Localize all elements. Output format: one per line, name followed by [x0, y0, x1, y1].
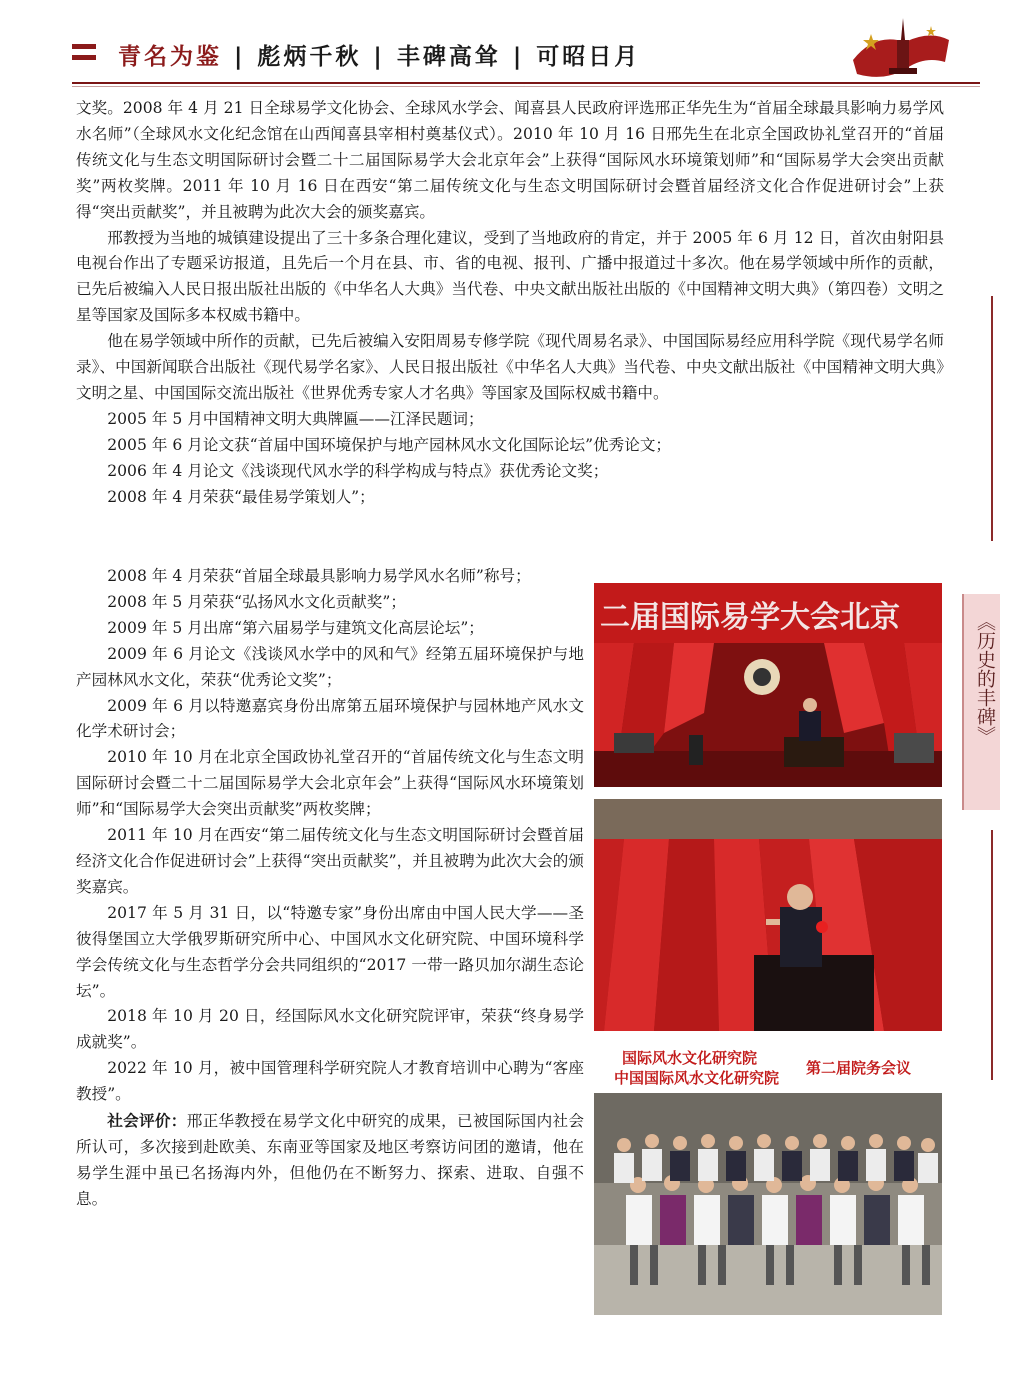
list-item: 2022 年 10 月，被中国管理科学研究院人才教育培训中心聘为“客座教授”。 [76, 1059, 584, 1104]
list-item: 2008 年 4 月荣获“首届全球最具影响力易学风水名师”称号； [107, 567, 531, 585]
photo-group [594, 1045, 942, 1315]
list-item: 2018 年 10 月 20 日，经国际风水文化研究院评审，荣获“终身易学成就奖”。 [76, 1007, 584, 1052]
list-item: 2009 年 5 月出席“第六届易学与建筑文化高层论坛”； [107, 618, 484, 637]
banner-text: 第二届院务会议 [806, 1059, 912, 1077]
paragraph-1: 文奖。2008 年 4 月 21 日全球易学文化协会、全球风水学会、闻喜县人民政府评选邢正华先生为“首届全球最具影响力易学风水名师”（全球风水文化纪念馆在山西闻喜县宰相村奠基仪式）。2010 年 10 月 16 日邢先生在北京全国政协礼堂召开的“首届传统文化与生态文明国际研讨会暨二十二届国际易学大会北京年会”上获得“国际风水环境策划师”和“国际易学大会突出贡献奖”两枚奖牌。2011 年 10 月 16 日在西安“第二届传统文化与生态文明国际研讨会暨首届经济文化合作促进研讨会”上获得“突出贡献奖”，并且被聘为此次大会的颁奖嘉宾。 [76, 99, 944, 221]
photo-speaker [594, 799, 942, 1031]
banner-text: 中国国际风水文化研究院 [614, 1069, 780, 1087]
list-item: 2005 年 6 月论文获“首届中国环境保护与地产园林风水文化国际论坛”优秀论文； [107, 435, 672, 454]
social-evaluation-label: 社会评价： [107, 1111, 187, 1131]
monument-logo-icon [845, 12, 955, 92]
list-item: 2005 年 5 月中国精神文明大典牌匾——江泽民题词； [107, 409, 484, 428]
header-mark-icon [72, 44, 96, 70]
list-item: 2009 年 6 月论文《浅谈风水学中的风和气》经第五届环境保护与地产园林风水文化，荣获“优秀论文奖”； [76, 644, 584, 689]
banner-text: 二届国际易学大会北京 [600, 600, 900, 635]
header-title [118, 38, 640, 71]
banner-text: 国际风水文化研究院 [622, 1049, 758, 1067]
list-item: 2010 年 10 月在北京全国政协礼堂召开的“首届传统文化与生态文明国际研讨会暨二十二届国际易学大会北京年会”上获得“国际风水环境策划师”和“国际易学大会突出贡献奖”两枚奖牌； [76, 748, 584, 819]
sidebar-rule-bottom [991, 830, 993, 1080]
sidebar-rule-top [991, 296, 993, 541]
header-segment-1: 青名为鉴 [118, 44, 222, 70]
header-segment-4: 可昭日月 [536, 44, 641, 70]
main-text [76, 96, 944, 511]
header-rule [72, 82, 980, 84]
social-evaluation [76, 1108, 584, 1213]
paragraph-2: 邢教授为当地的城镇建设提出了三十多条合理化建议，受到了当地政府的肯定，并于 2005 年 6 月 12 日，首次由射阳县电视台作出了专题采访报道，且先后一个月在县、市、省的电视、报刊、广播中报道过十多次。他在易学领域中所作的贡献，已先后被编入人民日报出版社出版的《中华名人大典》当代卷、中央文献出版社出版的《中国精神文明大典》（第四卷）文明之星等国家及国际多本权威书籍中。 [76, 228, 944, 325]
sidebar-label: 《历史的丰碑》 [974, 612, 996, 745]
social-evaluation-text: 邢正华教授在易学文化中研究的成果，已被国际国内社会所认可，多次接到赴欧美、东南亚等国家及地区考察访问团的邀请，他在易学生涯中虽已名扬海内外，但他仍在不断努力、探索、进取、自强不息。 [76, 1112, 584, 1208]
list-item: 2008 年 4 月荣获“最佳易学策划人”； [107, 487, 375, 506]
header-segment-2: 彪炳千秋 [257, 44, 362, 70]
header-rule-thin [72, 86, 980, 87]
paragraph-3: 他在易学领域中所作的贡献，已先后被编入安阳周易专修学院《现代周易名录》、中国国际易经应用科学院《现代易学名师录》、中国新闻联合出版社《现代易学名家》、人民日报出版社《中华名人大典》当代卷、中央文献出版社《中国精神文明大典》文明之星、中国国际交流出版社《世界优秀专家人才名典》等国家及国际权威书籍中。 [76, 332, 944, 402]
header-separator: | [234, 44, 246, 70]
photo-conference-podium [594, 583, 942, 787]
list-item: 2008 年 5 月荣获“弘扬风水文化贡献奖”； [107, 592, 406, 611]
header-separator: | [512, 44, 525, 70]
page-header [0, 0, 1024, 95]
header-separator: | [373, 44, 385, 70]
list-item: 2006 年 4 月论文《浅谈现代风水学的科学构成与特点》获优秀论文奖； [107, 461, 609, 480]
list-item: 2009 年 6 月以特邀嘉宾身份出席第五届环境保护与园林地产风水文化学术研讨会； [76, 696, 584, 741]
list-item: 2017 年 5 月 31 日，以“特邀专家”身份出席由中国人民大学——圣彼得堡国立大学俄罗斯研究所中心、中国风水文化研究院、中国环境科学学会传统文化与生态哲学分会共同组织的“2017 一带一路贝加尔湖生态论坛”。 [76, 903, 584, 1000]
column-text [76, 564, 584, 1213]
header-segment-3: 丰碑高耸 [396, 44, 501, 70]
list-item: 2011 年 10 月在西安“第二届传统文化与生态文明国际研讨会暨首届经济文化合作促进研讨会”上获得“突出贡献奖”，并且被聘为此次大会的颁奖嘉宾。 [76, 826, 584, 896]
